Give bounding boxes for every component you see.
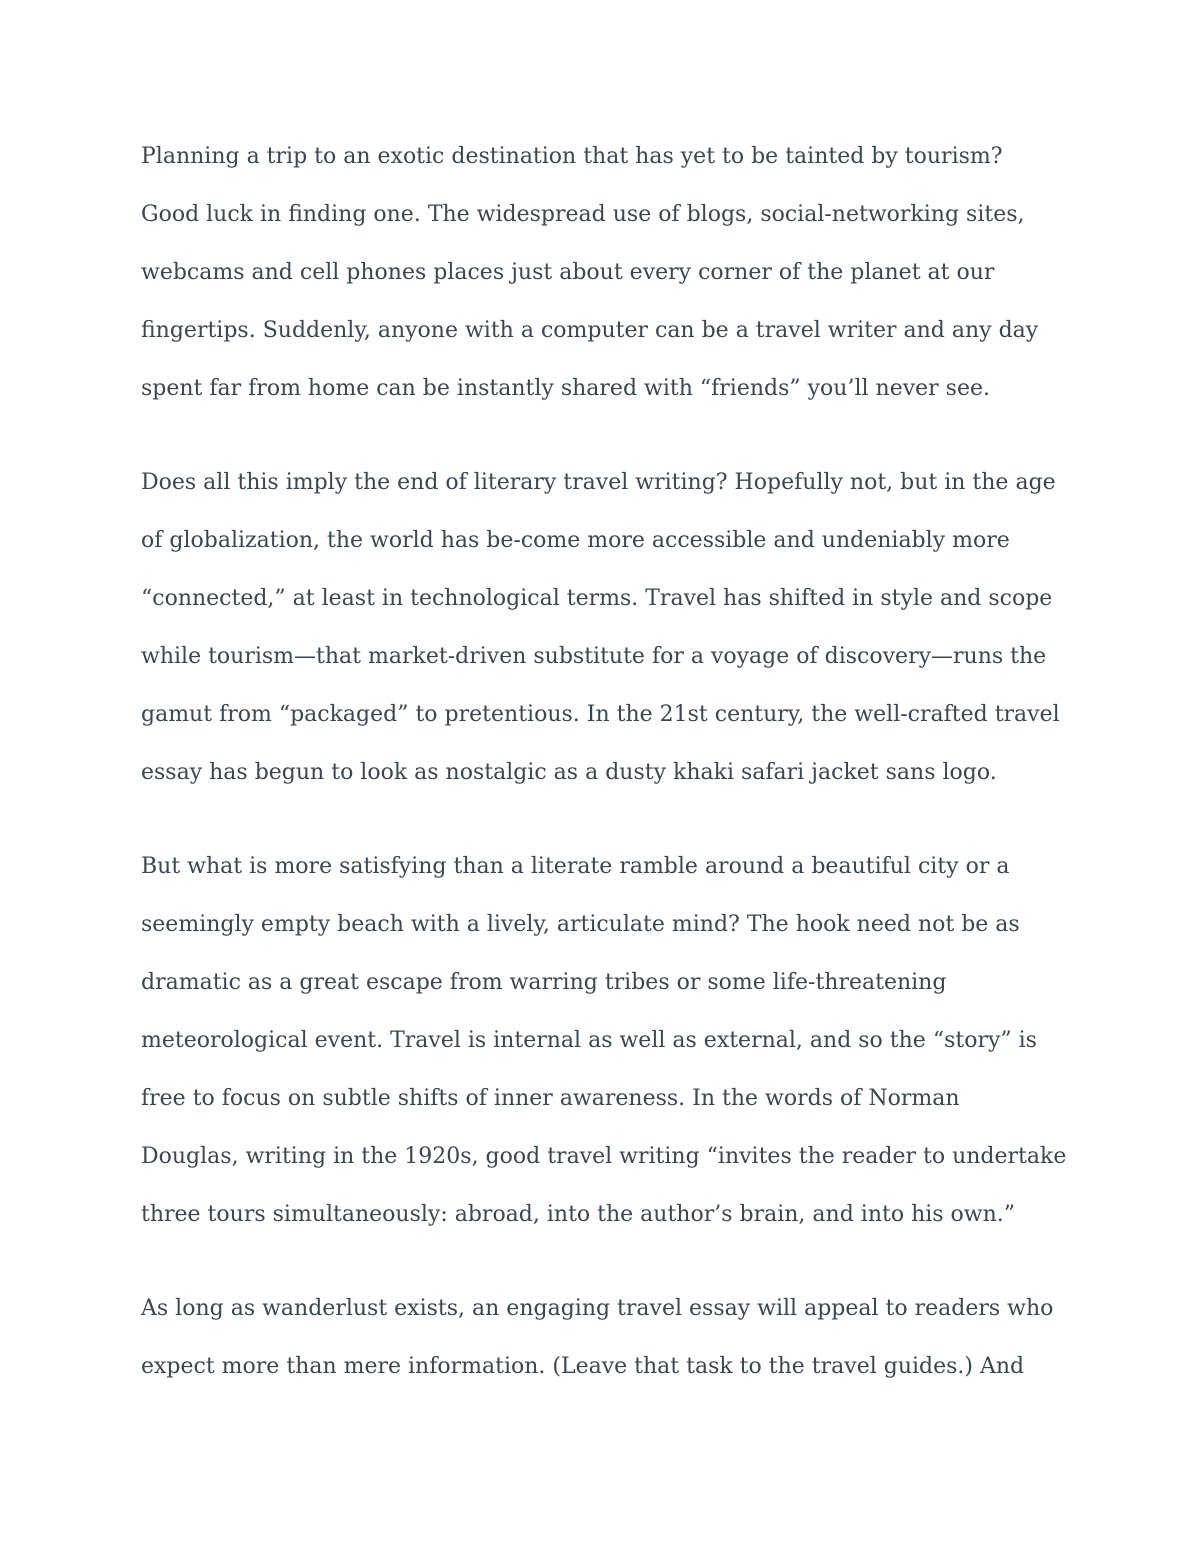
text-line: “connected,” at least in technological terms. Travel has shifted in style and scope xyxy=(141,586,1053,611)
text-line: essay has begun to look as nostalgic as a dusty khaki safari jacket sans logo. xyxy=(141,760,997,785)
text-line: free to focus on subtle shifts of inner awareness. In the words of Norman xyxy=(141,1086,960,1111)
paragraph-4 xyxy=(141,1280,1071,1396)
text-line: Does all this imply the end of literary travel writing? Hopefully not, but in the age xyxy=(141,470,1056,495)
text-line: meteorological event. Travel is internal as well as external, and so the “story” is xyxy=(141,1028,1037,1053)
text-line: of globalization, the world has be-come more accessible and undeniably more xyxy=(141,528,1010,553)
text-line: webcams and cell phones places just about every corner of the planet at our xyxy=(141,260,995,285)
text-line: fingertips. Suddenly, anyone with a computer can be a travel writer and any day xyxy=(141,318,1039,343)
text-line: expect more than mere information. (Leave that task to the travel guides.) And xyxy=(141,1354,1025,1379)
paragraph-2 xyxy=(141,454,1071,802)
document-body xyxy=(141,128,1071,1396)
text-line: dramatic as a great escape from warring tribes or some life-threatening xyxy=(141,970,947,995)
text-line: Planning a trip to an exotic destination that has yet to be tainted by tourism? xyxy=(141,144,1003,169)
text-line: seemingly empty beach with a lively, articulate mind? The hook need not be as xyxy=(141,912,1020,937)
text-line: But what is more satisfying than a literate ramble around a beautiful city or a xyxy=(141,854,1010,879)
text-line: Good luck in finding one. The widespread use of blogs, social-networking sites, xyxy=(141,202,1025,227)
text-line: while tourism—that market-driven substitute for a voyage of discovery—runs the xyxy=(141,644,1047,669)
text-line: spent far from home can be instantly shared with “friends” you’ll never see. xyxy=(141,376,990,401)
paragraph-3 xyxy=(141,838,1071,1244)
text-line: gamut from “packaged” to pretentious. In the 21st century, the well-crafted travel xyxy=(141,702,1060,727)
text-line: three tours simultaneously: abroad, into the author’s brain, and into his own.” xyxy=(141,1202,1016,1227)
text-line: As long as wanderlust exists, an engaging travel essay will appeal to readers who xyxy=(141,1296,1054,1321)
paragraph-1 xyxy=(141,128,1071,418)
text-line: Douglas, writing in the 1920s, good travel writing “invites the reader to undertake xyxy=(141,1144,1067,1169)
